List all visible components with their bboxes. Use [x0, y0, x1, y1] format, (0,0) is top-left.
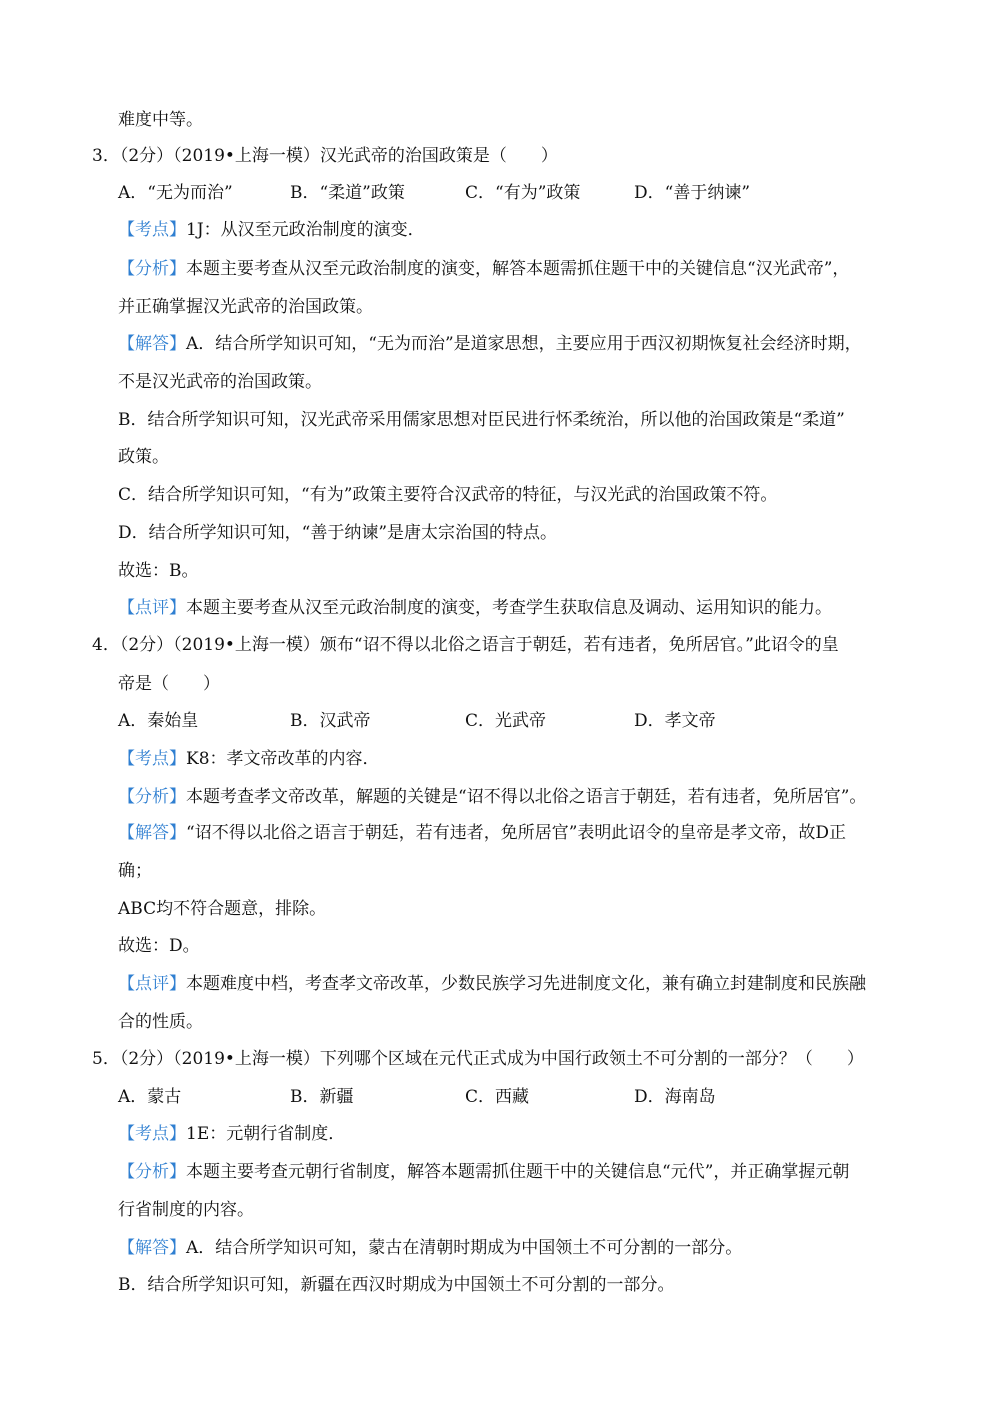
- q3-b-line1: B．结合所学知识可知，汉光武帝采用儒家思想对臣民进行怀柔统治，所以他的治国政策是“柔道”: [118, 410, 845, 430]
- q3-dianping-text: 本题主要考查从汉至元政治制度的演变，考查学生获取信息及调动、运用知识的能力。: [186, 598, 832, 618]
- q4-jieda-line2: 确；: [118, 861, 152, 881]
- q4-stem-line2: 帝是（ ）: [118, 674, 220, 694]
- q5-kaodian-text: 1E：元朝行省制度．: [186, 1124, 346, 1144]
- q3-option-d: D．“善于纳谏”: [634, 183, 751, 203]
- q3-fenxi-tag: 【分析】: [118, 259, 186, 279]
- q4-fenxi-text: 本题考查孝文帝改革，解题的关键是“诏不得以北俗之语言于朝廷，若有违者，免所居官”。: [186, 787, 867, 807]
- q3-option-b: B．“柔道”政策: [290, 183, 405, 203]
- q5-fenxi-tag: 【分析】: [118, 1162, 186, 1182]
- q3-jieda-line2: 不是汉光武帝的治国政策。: [118, 372, 322, 392]
- q4-dianping: [118, 973, 866, 995]
- q5-fenxi-line2: 行省制度的内容。: [118, 1200, 254, 1220]
- q3-b-line2: 政策。: [118, 447, 169, 467]
- q5-fenxi-text: 本题主要考查元朝行省制度，解答本题需抓住题干中的关键信息“元代”，并正确掌握元朝: [186, 1162, 850, 1182]
- q3-c-line: C．结合所学知识可知，“有为”政策主要符合汉武帝的特征，与汉光武的治国政策不符。: [118, 485, 778, 505]
- q4-jieda-line3: ABC均不符合题意，排除。: [118, 899, 327, 919]
- q3-answer: 故选：B。: [118, 561, 199, 581]
- q3-jieda: [118, 333, 862, 355]
- q5-b-line: B．结合所学知识可知，新疆在西汉时期成为中国领土不可分割的一部分。: [118, 1275, 675, 1295]
- q4-jieda: [118, 822, 846, 844]
- q5-jieda-tag: 【解答】: [118, 1238, 186, 1258]
- q3-kaodian: [118, 219, 425, 241]
- q4-fenxi: [118, 786, 866, 808]
- q3-kaodian-text: 1J：从汉至元政治制度的演变．: [186, 220, 425, 240]
- q4-kaodian-tag: 【考点】: [118, 749, 186, 769]
- q4-answer: 故选：D。: [118, 936, 200, 956]
- q3-dianping: [118, 597, 832, 619]
- q4-stem-line1: 4．（2分）（2019•上海一模）颁布“诏不得以北俗之语言于朝廷，若有违者，免所居官。”此诏令的皇: [92, 635, 839, 655]
- q4-jieda-tag: 【解答】: [118, 823, 186, 843]
- q5-option-b: B．新疆: [290, 1087, 354, 1107]
- q3-fenxi-text: 本题主要考查从汉至元政治制度的演变，解答本题需抓住题干中的关键信息“汉光武帝”，: [186, 259, 850, 279]
- q5-option-d: D．海南岛: [634, 1087, 716, 1107]
- q3-option-c: C．“有为”政策: [465, 183, 581, 203]
- q5-jieda: [118, 1237, 742, 1259]
- q4-kaodian-text: K8：孝文帝改革的内容．: [186, 749, 380, 769]
- q3-option-a: A．“无为而治”: [118, 183, 233, 203]
- q5-kaodian-tag: 【考点】: [118, 1124, 186, 1144]
- q4-jieda-text: “诏不得以北俗之语言于朝廷，若有违者，免所居官”表明此诏令的皇帝是孝文帝，故D正: [186, 823, 847, 843]
- q3-d-line: D．结合所学知识可知，“善于纳谏”是唐太宗治国的特点。: [118, 523, 558, 543]
- q3-fenxi: [118, 258, 849, 280]
- q4-option-b: B．汉武帝: [290, 711, 371, 731]
- q4-dianping-tag: 【点评】: [118, 974, 186, 994]
- q4-option-d: D．孝文帝: [634, 711, 716, 731]
- q5-kaodian: [118, 1123, 345, 1145]
- q5-jieda-text: A．结合所学知识可知，蒙古在清朝时期成为中国领土不可分割的一部分。: [186, 1238, 743, 1258]
- q3-stem: 3．（2分）（2019•上海一模）汉光武帝的治国政策是（ ）: [92, 146, 558, 166]
- q4-dianping-text: 本题难度中档，考查孝文帝改革，少数民族学习先进制度文化，兼有确立封建制度和民族融: [186, 974, 866, 994]
- q4-fenxi-tag: 【分析】: [118, 787, 186, 807]
- q3-dianping-tag: 【点评】: [118, 598, 186, 618]
- q4-option-c: C．光武帝: [465, 711, 547, 731]
- q4-option-a: A．秦始皇: [118, 711, 199, 731]
- q4-kaodian: [118, 748, 380, 770]
- q3-jieda-tag: 【解答】: [118, 334, 186, 354]
- q5-fenxi: [118, 1161, 849, 1183]
- q3-jieda-text: A．结合所学知识可知，“无为而治”是道家思想，主要应用于西汉初期恢复社会经济时期，: [186, 334, 862, 354]
- q4-dianping-line2: 合的性质。: [118, 1012, 203, 1032]
- q3-kaodian-tag: 【考点】: [118, 220, 186, 240]
- intro-line: 难度中等。: [118, 110, 203, 130]
- q5-option-a: A．蒙古: [118, 1087, 182, 1107]
- q5-option-c: C．西藏: [465, 1087, 530, 1107]
- q3-fenxi-line2: 并正确掌握汉光武帝的治国政策。: [118, 297, 373, 317]
- q5-stem: 5．（2分）（2019•上海一模）下列哪个区域在元代正式成为中国行政领土不可分割的一部分？（ ）: [92, 1049, 864, 1069]
